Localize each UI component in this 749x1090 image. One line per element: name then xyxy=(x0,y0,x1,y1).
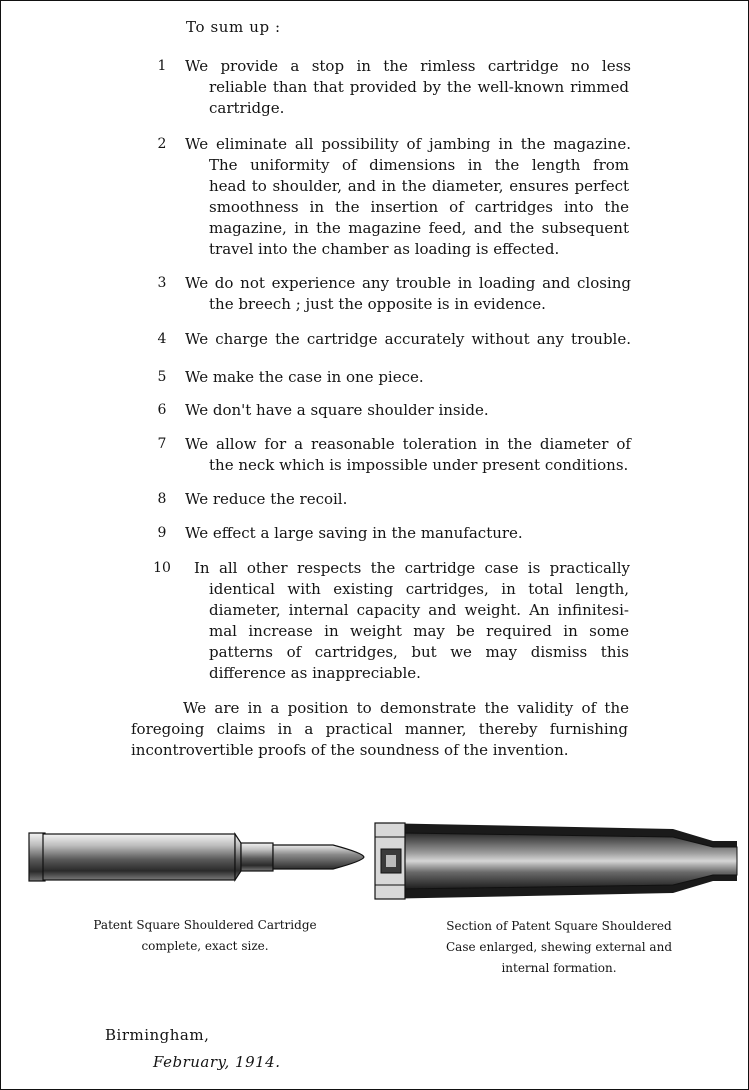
item-number: 2 xyxy=(157,136,167,152)
item-text-line: travel into the chamber as loading is effected. xyxy=(209,240,560,258)
item-text-line: We effect a large saving in the manufacture. xyxy=(185,524,523,542)
item-number: 6 xyxy=(157,402,167,418)
item-number: 3 xyxy=(157,275,167,291)
caption-line: internal formation. xyxy=(501,961,617,975)
paragraph-line: foregoing claims in a practical manner, thereby furnishing xyxy=(131,720,628,738)
item-text-line: We charge the cartridge accurately without any trouble. xyxy=(185,330,631,348)
item-text-line: The uniformity of dimensions in the length from xyxy=(209,156,629,174)
item-text-line: We reduce the recoil. xyxy=(185,490,348,508)
figure-caption-right xyxy=(419,916,699,979)
item-text-line: the breech ; just the opposite is in evidence. xyxy=(209,295,546,313)
item-text-line: the neck which is impossible under present conditions. xyxy=(209,456,629,474)
figure-caption-left xyxy=(63,915,347,957)
caption-line: complete, exact size. xyxy=(141,939,269,953)
caption-line: Patent Square Shouldered Cartridge xyxy=(93,918,317,932)
paragraph-line: We are in a position to demonstrate the validity of the xyxy=(183,699,629,717)
item-text-line: reliable than that provided by the well-known rimmed xyxy=(209,78,629,96)
item-text-line: diameter, internal capacity and weight. An infinitesi- xyxy=(209,601,629,619)
item-text-line: We allow for a reasonable toleration in the diameter of xyxy=(185,435,631,453)
item-number: 1 xyxy=(157,58,167,74)
paragraph-line: incontrovertible proofs of the soundness of the invention. xyxy=(131,741,569,759)
item-number: 7 xyxy=(157,436,167,452)
caption-line: Section of Patent Square Shouldered xyxy=(446,919,672,933)
item-text-line: magazine, in the magazine feed, and the subsequent xyxy=(209,219,629,237)
item-text-line: head to shoulder, and in the diameter, ensures perfect xyxy=(209,177,629,195)
item-number: 5 xyxy=(157,369,167,385)
signature-date: February, 1914. xyxy=(153,1053,281,1071)
item-text-line: mal increase in weight may be required in some xyxy=(209,622,629,640)
item-text-line: In all other respects the cartridge case is practically xyxy=(194,559,630,577)
item-number: 9 xyxy=(157,525,167,541)
cartridge-illustration xyxy=(27,827,367,885)
signature-place: Birmingham, xyxy=(105,1026,210,1044)
item-text-line: We don't have a square shoulder inside. xyxy=(185,401,489,419)
item-text-line: We make the case in one piece. xyxy=(185,368,424,386)
item-number: 4 xyxy=(157,331,167,347)
item-text-line: smoothness in the insertion of cartridges into the xyxy=(209,198,629,216)
caption-line: Case enlarged, shewing external and xyxy=(445,940,672,954)
item-text-line: We do not experience any trouble in loading and closing xyxy=(185,274,631,292)
item-text-line: patterns of cartridges, but we may dismiss this xyxy=(209,643,629,661)
intro-heading: To sum up : xyxy=(186,18,281,36)
item-text-line: identical with existing cartridges, in total length, xyxy=(209,580,629,598)
case-section-illustration xyxy=(373,819,739,903)
item-text-line: cartridge. xyxy=(209,99,285,117)
item-number: 8 xyxy=(157,491,167,507)
item-text-line: We provide a stop in the rimless cartridge no less xyxy=(185,57,631,75)
item-number: 10 xyxy=(153,560,171,576)
item-text-line: difference as inappreciable. xyxy=(209,664,421,682)
item-text-line: We eliminate all possibility of jambing in the magazine. xyxy=(185,135,631,153)
